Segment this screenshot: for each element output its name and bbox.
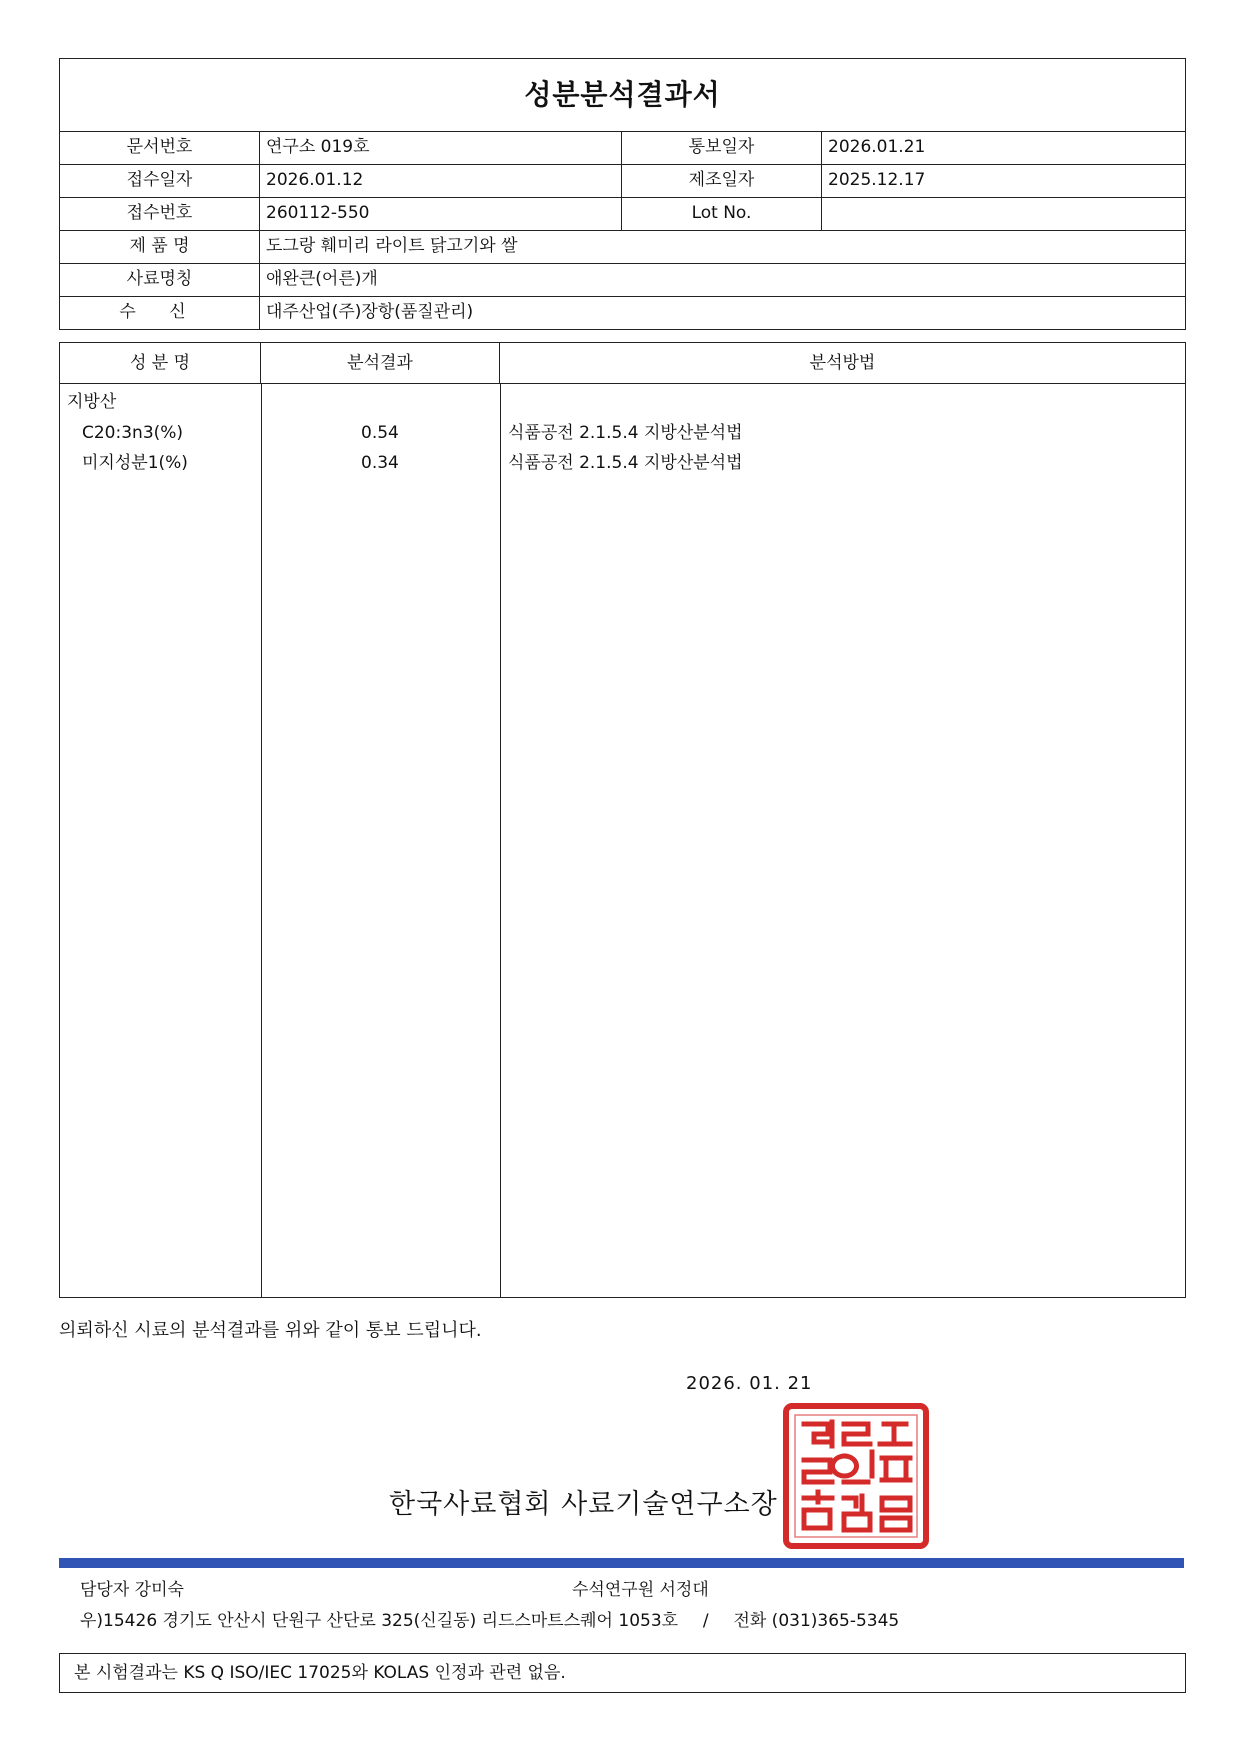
manager-name: 담당자 강미숙: [80, 1580, 184, 1600]
contact-line: [80, 1606, 899, 1631]
analysis-table-header: [60, 343, 1185, 384]
header-method: 분석방법: [809, 353, 876, 373]
disclaimer-box: [59, 1653, 1186, 1693]
receipt-date-label: 접수일자: [60, 164, 260, 197]
row-component: C20:3n3(%): [82, 423, 184, 443]
footer-accent-bar: [59, 1558, 1184, 1568]
doc-no-value: 연구소 019호: [260, 131, 622, 164]
row-method: 식품공전 2.1.5.4 지방산분석법: [508, 423, 743, 443]
lot-no-value: [822, 197, 1185, 230]
feed-name-value: 애완큰(어른)개: [266, 269, 378, 289]
row-result: 0.34: [361, 453, 399, 473]
document-title: 성분분석결과서: [60, 59, 1185, 132]
column-divider: [500, 383, 501, 1297]
info-row-receipt-no: [60, 197, 1185, 231]
product-label: 제 품 명: [60, 230, 260, 263]
institute-name: 한국사료협회 사료기술연구소장: [389, 1489, 778, 1520]
info-row-product: [60, 230, 1185, 264]
analysis-table: [59, 342, 1186, 1298]
info-row-receipt-date: [60, 164, 1185, 198]
row-component: 미지성분1(%): [82, 453, 188, 473]
header-component: 성 분 명: [60, 343, 261, 383]
header-result: 분석결과: [261, 343, 500, 383]
column-divider: [261, 383, 262, 1297]
info-row-recipient: [60, 296, 1185, 329]
recipient-value: 대주산업(주)장항(품질관리): [266, 302, 474, 322]
row-method: 식품공전 2.1.5.4 지방산분석법: [508, 453, 743, 473]
row-result: 0.54: [361, 423, 399, 443]
mfg-date-label: 제조일자: [622, 164, 822, 197]
doc-no-label: 문서번호: [60, 131, 260, 164]
notify-date-label: 통보일자: [622, 131, 822, 164]
document-info-table: [59, 58, 1186, 330]
chief-researcher: 수석연구원 서정대: [572, 1580, 709, 1600]
official-seal-icon: [782, 1402, 930, 1550]
notify-date-value: 2026.01.21: [828, 137, 926, 157]
recipient-label: 수 신: [60, 296, 260, 329]
product-value: 도그랑 훼미리 라이트 닭고기와 쌀: [266, 236, 518, 256]
mfg-date-value: 2025.12.17: [828, 170, 926, 190]
receipt-no-label: 접수번호: [60, 197, 260, 230]
disclaimer-text: 본 시험결과는 KS Q ISO/IEC 17025와 KOLAS 인정과 관련 없음.: [74, 1663, 566, 1683]
component-group: 지방산: [67, 392, 117, 412]
info-row-feed-name: [60, 263, 1185, 297]
address: 우)15426 경기도 안산시 단원구 산단로 325(신길동) 리드스마트스퀘어 1053호: [80, 1611, 679, 1631]
phone: 전화 (031)365-5345: [733, 1611, 900, 1631]
receipt-date-value: 2026.01.12: [260, 164, 622, 197]
lot-no-label: Lot No.: [622, 197, 822, 230]
notice-text: 의뢰하신 시료의 분석결과를 위와 같이 통보 드립니다.: [59, 1320, 482, 1341]
info-row-doc-no: [60, 131, 1185, 165]
issue-date: 2026. 01. 21: [686, 1373, 813, 1394]
receipt-no-value: 260112-550: [260, 197, 622, 230]
feed-name-label: 사료명칭: [60, 263, 260, 296]
separator: /: [702, 1611, 709, 1631]
